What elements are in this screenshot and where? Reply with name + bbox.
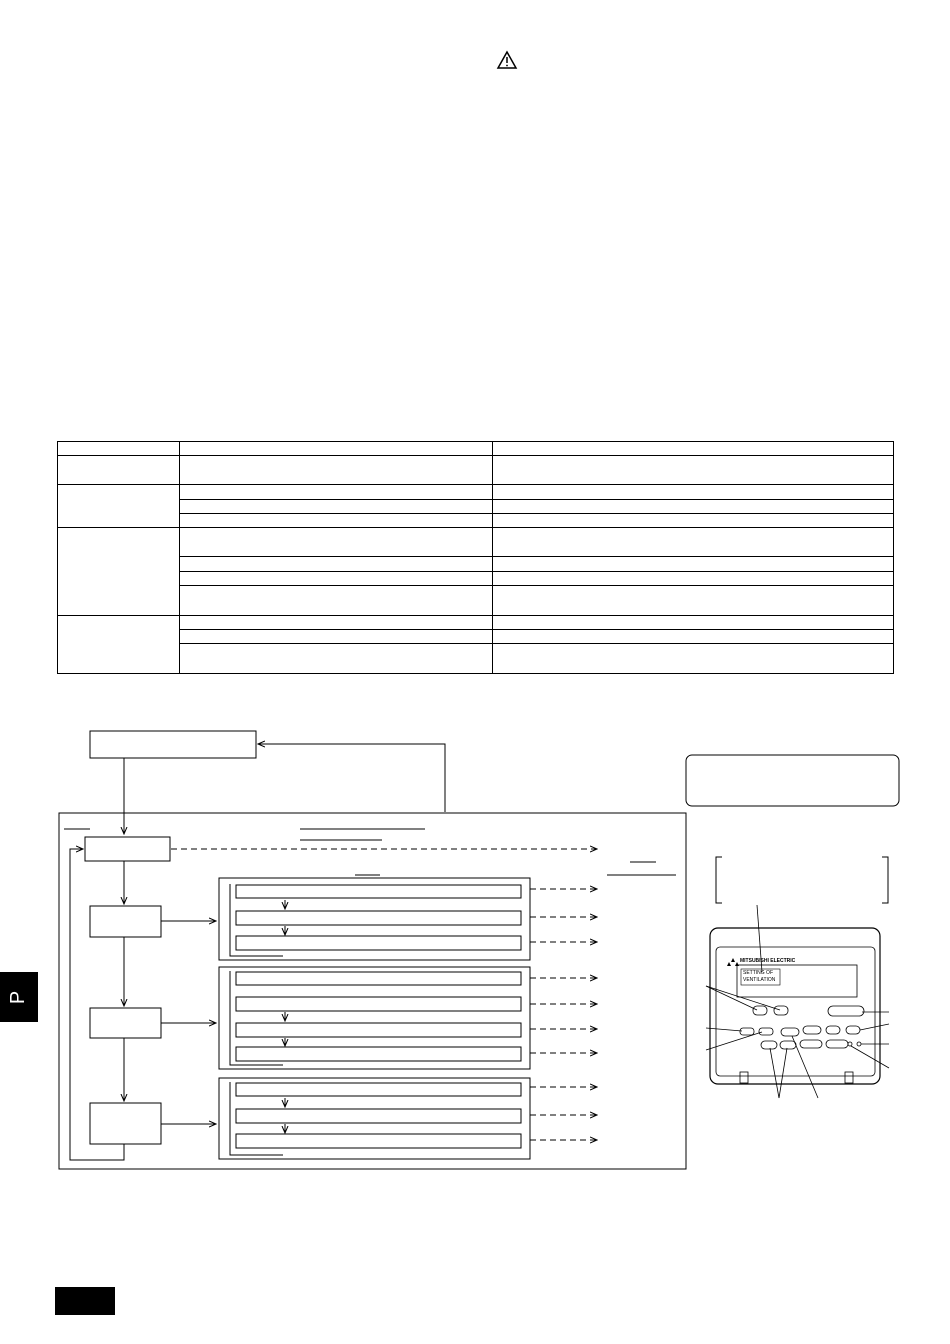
page-number-box bbox=[55, 1287, 115, 1315]
setting-mode-frame bbox=[59, 813, 686, 1169]
flow-box-3 bbox=[90, 1008, 161, 1038]
remote-display-line-2: VENTILATION bbox=[743, 977, 776, 983]
setting-group-1 bbox=[219, 878, 530, 960]
normal-mode-box bbox=[90, 731, 256, 758]
setting-group-3 bbox=[219, 1078, 530, 1159]
flow-box-4 bbox=[90, 1103, 161, 1144]
note-box bbox=[686, 755, 899, 806]
setting-group-2 bbox=[219, 967, 530, 1069]
section-tab bbox=[0, 972, 38, 1022]
flow-box-2 bbox=[90, 906, 161, 937]
section-tab-letter: P bbox=[7, 990, 30, 1004]
remote-controller-illustration bbox=[706, 905, 889, 1098]
remote-display-line-1: SETTING OF bbox=[743, 970, 773, 976]
remote-brand-label: MITSUBISHI ELECTRIC bbox=[740, 958, 796, 964]
flow-box-1 bbox=[85, 837, 170, 861]
